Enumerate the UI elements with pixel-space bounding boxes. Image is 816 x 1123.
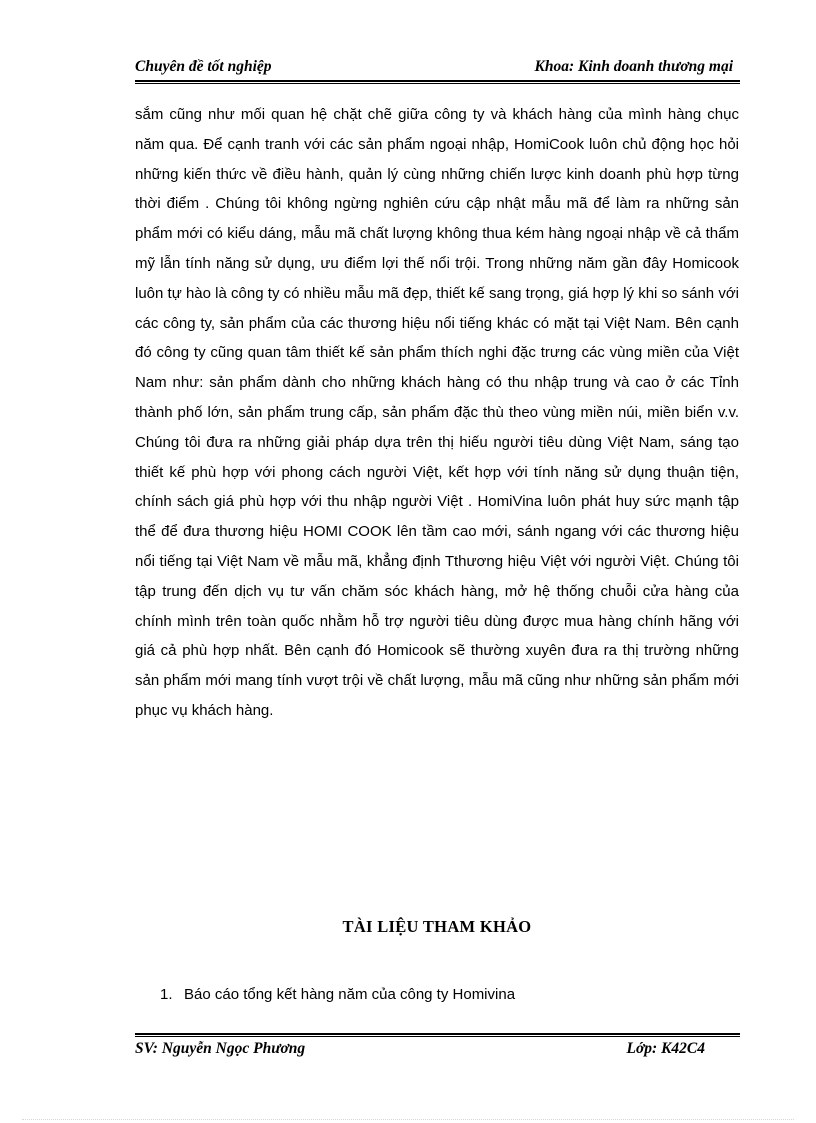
reference-number: 1. [160, 986, 173, 1003]
footer-rule-thick [135, 1033, 740, 1035]
header-title: Chuyên đề tốt nghiệp [135, 58, 272, 75]
footer-student: SV: Nguyễn Ngọc Phương [135, 1040, 306, 1057]
page-header [135, 58, 739, 80]
footer-rule-thin [135, 1036, 740, 1037]
references-title: TÀI LIỆU THAM KHẢO [342, 917, 532, 936]
page-bottom-dotted-line [22, 1119, 794, 1120]
header-faculty: Khoa: Kinh doanh thương mại [534, 58, 733, 75]
reference-text: Báo cáo tổng kết hàng năm của công ty Homivina [184, 986, 516, 1003]
header-rule-thick [135, 80, 740, 82]
page-footer [135, 1040, 739, 1062]
header-rule-thin [135, 83, 740, 84]
body-paragraph: sắm cũng như mối quan hệ chặt chẽ giữa công ty và khách hàng của mình hàng chục năm qua. Để cạnh tranh với các sản phẩm ngoại nhập, HomiCook luôn chủ động học hỏi những kiến thức về điều hành, quản lý cùng những chiến lược kinh doanh phù hợp từng thời điểm . Chúng tôi không ngừng nghiên cứu cập nhật mẫu mã để làm ra những sản phẩm mới có kiểu dáng, mẫu mã chất lượng không thua kém hàng ngoại nhập về cả thẩm mỹ lẫn tính năng sử dụng, ưu điểm lợi thế nổi trội. Trong những năm gần đây Homicook luôn tự hào là công ty có nhiều mẫu mã đẹp, thiết kế sang trọng, giá hợp lý khi so sánh với các công ty, sản phẩm của các thương hiệu nổi tiếng khác có mặt tại Việt Nam. Bên cạnh đó công ty cũng quan tâm thiết kế sản phẩm thích nghi đặc trưng các vùng miền của Việt Nam như: sản phẩm dành cho những khách hàng có thu nhập trung và cao ở các Tỉnh thành phố lớn, sản phẩm trung cấp, sản phẩm đặc thù theo vùng miền núi, miền biển v.v. Chúng tôi đưa ra những giải pháp dựa trên thị hiếu người tiêu dùng Việt Nam, sáng tạo thiết kế phù hợp với phong cách người Việt, kết hợp với tính năng sử dụng thuận tiện, chính sách giá phù hợp với thu nhập người Việt . HomiVina luôn phát huy sức mạnh tập thể để đưa thương hiệu HOMI COOK lên tầm cao mới, sánh ngang với các thương hiệu nổi tiếng tại Việt Nam về mẫu mã, khẳng định Tthương hiệu Việt với người Việt. Chúng tôi tập trung đến dịch vụ tư vấn chăm sóc khách hàng, mở hệ thống chuỗi cửa hàng của chính mình trên toàn quốc nhằm hỗ trợ người tiêu dùng được mua hàng chính hãng với giá cả phù hợp nhất. Bên cạnh đó Homicook sẽ thường xuyên đưa ra thị trường những sản phẩm mới mang tính vượt trội về chất lượng, mẫu mã cũng như những sản phẩm mới phục vụ khách hàng. [135, 106, 739, 719]
footer-class: Lớp: K42C4 [626, 1040, 705, 1057]
reference-item [160, 986, 720, 1003]
